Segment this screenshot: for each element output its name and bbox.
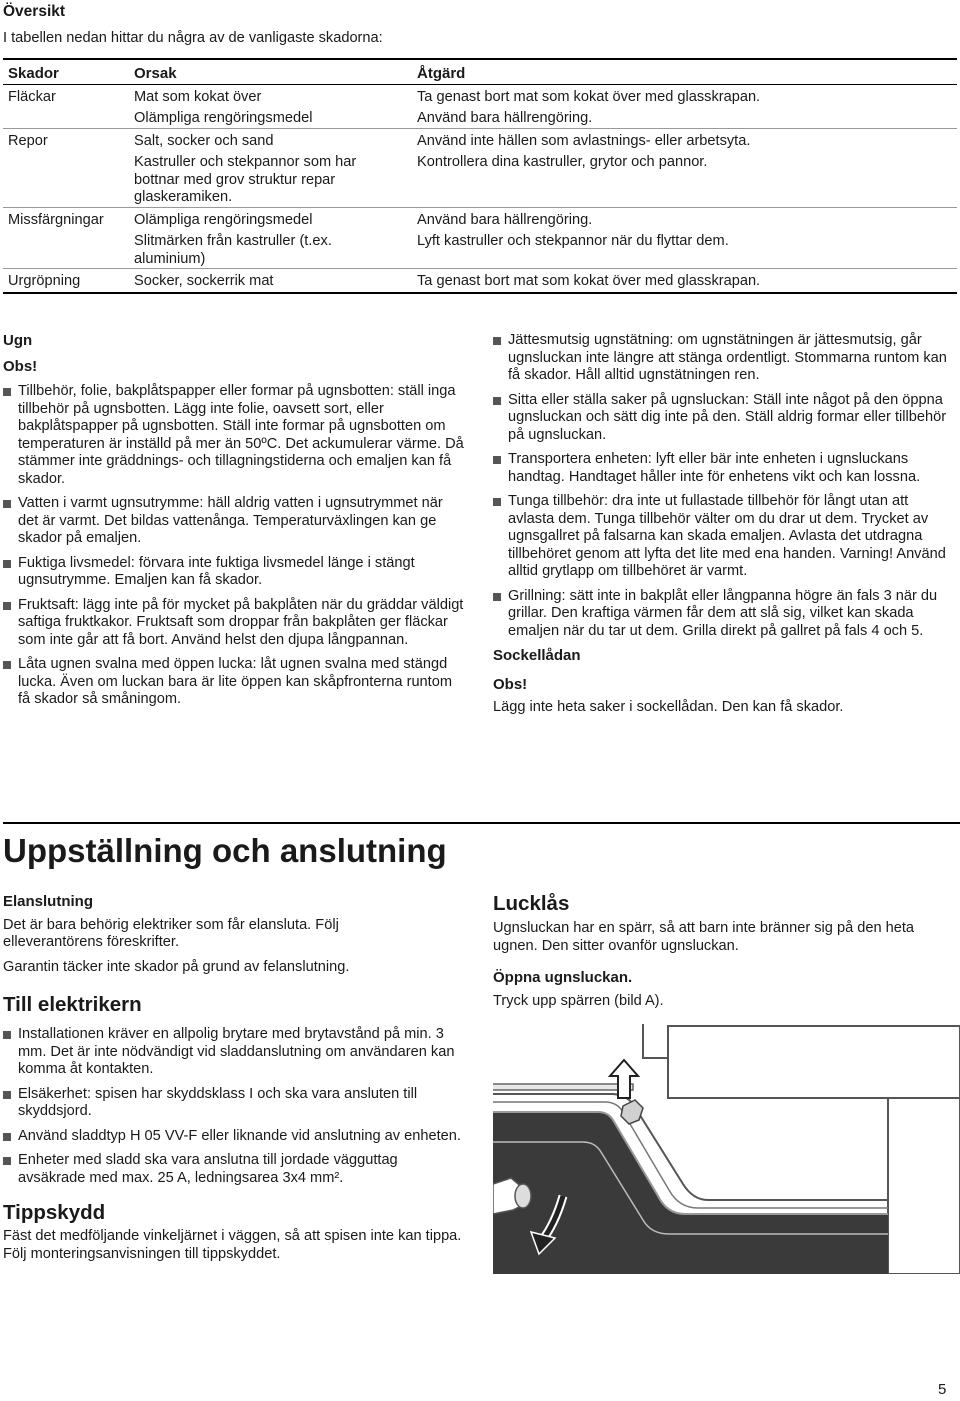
table-row [3,229,957,269]
list-item: Enheter med sladd ska vara anslutna till jordade vägguttag avsäkrade med max. 25 A, ledningsarea 3x4 mm². [3,1152,465,1187]
electrician-title: Till elektrikern [3,993,142,1016]
drawer-title: Sockellådan [493,647,581,664]
list-item: Fruktsaft: lägg inte på för mycket på bakplåten när du gräddar väldigt saftiga fruktkakor. Fruktsaft som droppar från bakplåten ger fläckar som inte går att få bort. Använd helst den djupa långpannan. [3,597,465,650]
damage-cell: Fläckar [8,88,56,105]
damage-cell: Missfärgningar [3,207,134,229]
list-item: Transportera enheten: lyft eller bär inte enheten i ugnsluckans handtag. Handtaget håller inte för enhetens vikt och kan lossna. [493,451,953,486]
list-item: Installationen kräver en allpolig brytare med brytavstånd på min. 3 mm. Det är inte nödvändigt vid sladdanslutning om användaren kan komma åt kontakten. [3,1026,465,1079]
table-row [3,207,957,229]
table-header-row [3,59,957,84]
drawer-text: Lägg inte heta saker i sockellådan. Den kan få skador. [493,699,844,715]
header-damage: Skador [3,59,134,84]
list-item: Låta ugnen svalna med öppen lucka: låt ugnen svalna med stängd lucka. Även om luckan bara är lite öppen kan skåpfronterna runtom få skador så småningom. [3,656,465,709]
oven-section [3,332,465,716]
damage-table [3,58,957,294]
action-cell: Ta genast bort mat som kokat över med glasskrapan. [417,88,761,105]
doorlock-subtitle: Öppna ugnsluckan. [493,969,633,986]
oven-section-right [493,332,953,717]
header-cause: Orsak [134,59,417,84]
oven-obs: Obs! [3,357,38,375]
damage-cell: Urgröpning [3,269,134,293]
table-row [3,84,957,106]
doorlock-instruction: Tryck upp spärren (bild A). [493,992,664,1009]
oven-title: Ugn [3,332,33,349]
doorlock-title: Lucklås [493,892,570,915]
list-item: Fuktiga livsmedel: förvara inte fuktiga livsmedel länge i stängt ugnsutrymme. Emaljen kan få skador. [3,555,465,590]
lock-latch [621,1100,643,1124]
list-item: Använd sladdtyp H 05 VV-F eller liknande vid anslutning av enheten. [3,1128,465,1146]
tipping-title: Tippskydd [3,1201,106,1224]
table-row [3,128,957,150]
list-item: Tunga tillbehör: dra inte ut fullastade tillbehör för långt utan att avlasta dem. Tunga tillbehör välter om du drar ut dem. Trycket av ugnsgallret på falsarna kan skada emaljen. Avlasta det utdragna tillbehöret genom att lyfta det lite med ena handen. Varning! Använd alltid grytlapp om tillbehöret är varmt. [493,493,953,581]
list-item: Grillning: sätt inte in bakplåt eller långpanna högre än fals 3 när du grillar. Den kraftiga värmen får dem att slå sig, vilket kan skada emaljen när du tar ut dem. Grilla direkt på gallret på fals 4 och 5. [493,588,953,641]
cause-cell: Socker, sockerrik mat [134,269,417,293]
table-row [3,106,957,128]
drawer-obs: Obs! [493,675,528,693]
overview-intro: I tabellen nedan hittar du några av de vanligaste skadorna: [3,30,383,46]
arrow-up-icon [610,1060,638,1098]
cause-cell: Slitmärken från kastruller (t.ex. aluminium) [134,233,332,267]
overview-section [3,3,65,21]
cause-cell: Mat som kokat över [134,88,262,105]
oven-door-lock-illustration [493,1024,960,1274]
divider-line [3,822,960,824]
cause-cell: Olämpliga rengöringsmedel [134,110,313,126]
cause-cell: Salt, socker och sand [134,128,417,150]
action-cell: Använd bara hällrengöring. [417,110,593,126]
page-number: 5 [938,1381,947,1398]
tipping-text: Fäst det medföljande vinkeljärnet i väggen, så att spisen inte kan tippa. Följ monteringsanvisningen till tippskyddet. [3,1228,462,1262]
header-action: Åtgärd [417,59,957,84]
overview-title: Översikt [3,3,66,20]
doorlock-text: Ugnsluckan har en spärr, så att barn inte bränner sig på den heta ugnen. Den sitter ovanför ugnsluckan. [493,920,915,954]
action-cell: Ta genast bort mat som kokat över med glasskrapan. [417,269,957,293]
action-cell: Använd inte hällen som avlastnings- eller arbetsyta. [417,128,957,150]
list-item: Elsäkerhet: spisen har skyddsklass I och ska vara ansluten till skyddsjord. [3,1086,465,1121]
elanslutning-p1: Det är bara behörig elektriker som får elansluta. Följ elleverantörens föreskrifter. [3,916,339,950]
table-row [3,150,957,207]
cause-cell: Kastruller och stekpannor som har bottnar med grov struktur repar glaskeramiken. [134,154,357,205]
elanslutning-p2: Garantin täcker inte skador på grund av felanslutning. [3,958,350,975]
list-item: Tillbehör, folie, bakplåtspapper eller formar på ugnsbotten: ställ inga tillbehör på ugnsbotten. Lägg inte folie, oavsett sort, eller bakplåtspapper på ugnsbotten. Ställ inte formar på ugnsbotten om temperaturen är inställd på mer än 50ºC. Det ackumulerar värme. Då stämmer inte gräddnings- och tillagningstiderna och emaljen kan få skador. [3,383,465,488]
elanslutning-title: Elanslutning [3,893,93,910]
damage-cell: Repor [3,128,134,150]
list-item: Vatten i varmt ugnsutrymme: häll aldrig vatten i ugnsutrymmet när det är varmt. Det bildas vattenånga. Temperaturväxlingen kan ge skador på emaljen. [3,495,465,548]
action-cell: Kontrollera dina kastruller, grytor och pannor. [417,154,708,170]
table-row [3,269,957,293]
install-right [493,892,953,1010]
install-title: Uppställning och anslutning [3,832,447,869]
action-cell: Lyft kastruller och stekpannor när du flyttar dem. [417,233,729,249]
list-item: Sitta eller ställa saker på ugnsluckan: Ställ inte något på den öppna ugnsluckan och sätt dig inte på den. Ställ aldrig formar eller tillbehör på ugnsluckan. [493,392,953,445]
cause-cell: Olämpliga rengöringsmedel [134,207,417,229]
list-item: Jättesmutsig ugnstätning: om ugnstätningen är jättesmutsig, går ugnsluckan inte längre att stänga ordentligt. Stommarna runtom kan få skador. Håll alltid ugnstätningen ren. [493,332,953,385]
action-cell: Använd bara hällrengöring. [417,207,957,229]
install-left [3,893,465,1263]
